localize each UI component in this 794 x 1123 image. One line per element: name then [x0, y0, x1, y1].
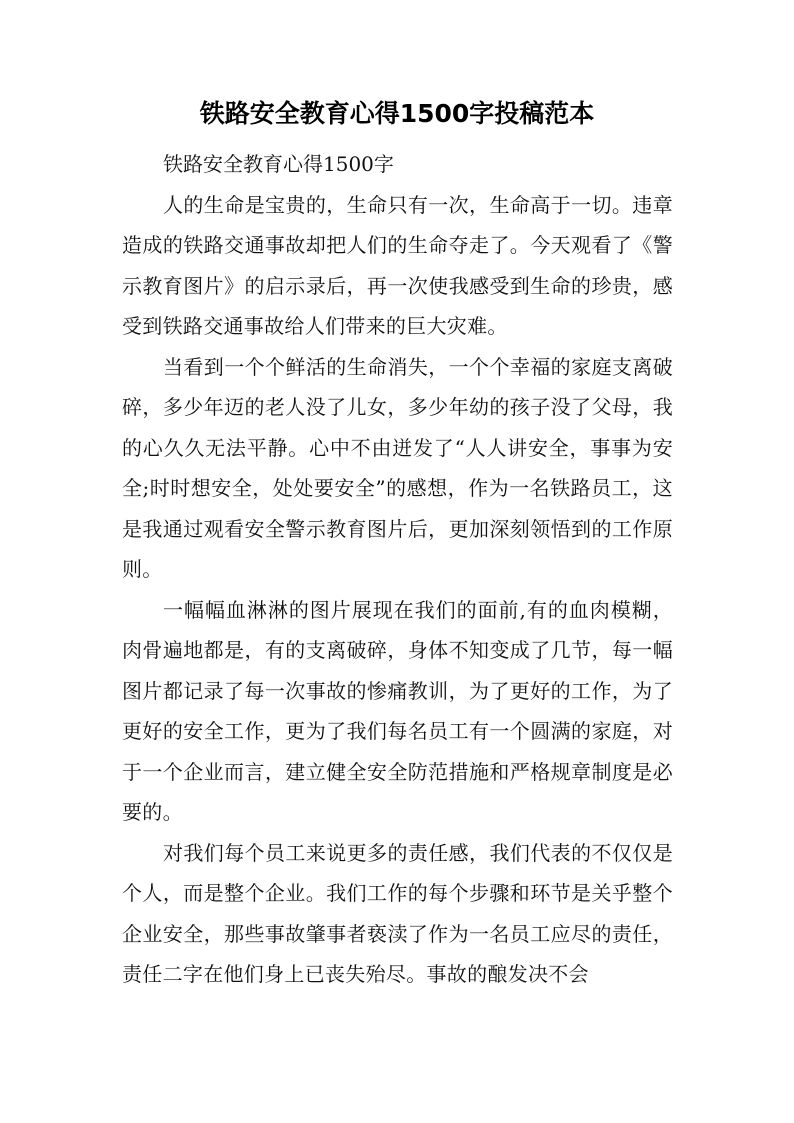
paragraph-2: 当看到一个个鲜活的生命消失，一个个幸福的家庭支离破碎，多少年迈的老人没了儿女，多少年幼的孩子没了父母，我的心久久无法平静。心中不由迸发了“人人讲安全，事事为安全;时时想安全，处处要安全”的感想，作为一名铁路员工，这是我通过观看安全警示教育图片后，更加深刻领悟到的工作原则。 [122, 354, 673, 581]
paragraph-3: 一幅幅血淋淋的图片展现在我们的面前,有的血肉模糊，肉骨遍地都是，有的支离破碎，身体不知变成了几节，每一幅图片都记录了每一次事故的惨痛教训，为了更好的工作，为了更好的安全工作，更为了我们每名员工有一个圆满的家庭，对于一个企业而言，建立健全安全防范措施和严格规章制度是必要的。 [122, 597, 673, 824]
document-title: 铁路安全教育心得1500字投稿范本 [199, 99, 595, 128]
paragraph-4: 对我们每个员工来说更多的责任感，我们代表的不仅仅是个人，而是整个企业。我们工作的每个步骤和环节是关乎整个企业安全，那些事故肇事者亵渎了作为一名员工应尽的责任，责任二字在他们身上已丧失殆尽。事故的酿发决不会 [122, 840, 673, 986]
paragraph-1: 人的生命是宝贵的，生命只有一次，生命高于一切。违章造成的铁路交通事故却把人们的生命夺走了。今天观看了《警示教育图片》的启示录后，再一次使我感受到生命的珍贵，感受到铁路交通事故给人们带来的巨大灾难。 [122, 192, 673, 338]
document-subtitle: 铁路安全教育心得1500字 [163, 152, 394, 176]
document-body [122, 144, 673, 995]
